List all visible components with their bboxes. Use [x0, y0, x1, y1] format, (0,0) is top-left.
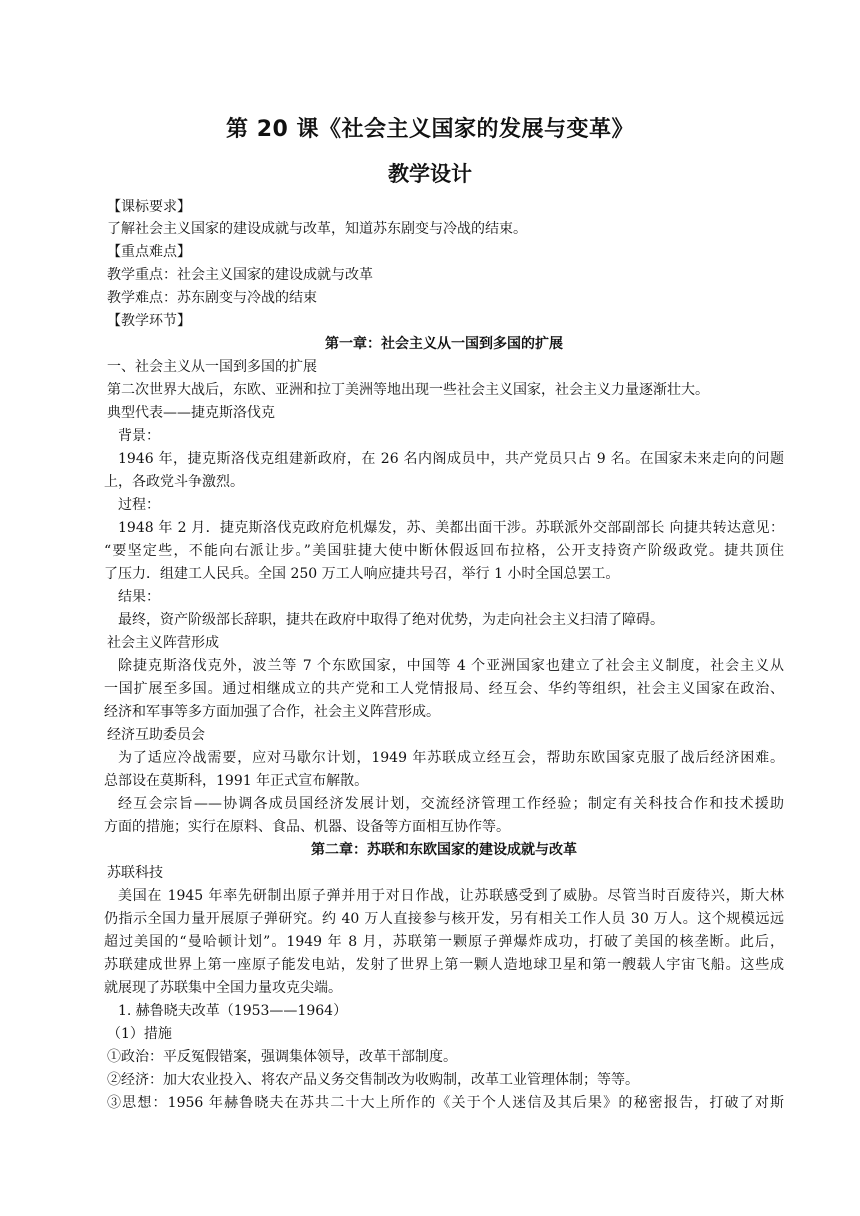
- paragraph-line: ①政治：平反冤假错案，强调集体领导，改革干部制度。: [107, 1049, 457, 1065]
- paragraph-line: 美国在 1945 年率先研制出原子弹并用于对日作战，让苏联感受到了威胁。尽管当时百废待兴，斯大林: [118, 888, 784, 904]
- paragraph-line: “要坚定些，不能向右派让步。”美国驻捷大使中断休假返回布拉格，公开支持资产阶级政党。捷共顶住: [104, 543, 784, 559]
- paragraph-line: 教学难点：苏东剧变与冷战的结束: [107, 290, 317, 306]
- paragraph-line: 为了适应冷战需要，应对马歇尔计划，1949 年苏联成立经互会，帮助东欧国家克服了战后经济困难。: [118, 750, 784, 766]
- paragraph-line: 1. 赫鲁晓夫改革（1953——1964）: [118, 1003, 348, 1019]
- paragraph-line: 经济和军事等多方面加强了合作，社会主义阵营形成。: [104, 704, 440, 720]
- paragraph-line: ③思想：1956 年赫鲁晓夫在苏共二十大上所作的《关于个人迷信及其后果》的秘密报告，打破了对斯: [107, 1095, 784, 1111]
- paragraph-line: 经互会宗旨——协调各成员国经济发展计划，交流经济管理工作经验；制定有关科技合作和技术援助: [118, 796, 784, 812]
- paragraph-line: （1）措施: [107, 1026, 172, 1042]
- paragraph-line: 苏联建成世界上第一座原子能发电站，发射了世界上第一颗人造地球卫星和第一艘载人宇宙飞船。这些成: [104, 957, 784, 973]
- paragraph-line: 1948 年 2 月．捷克斯洛伐克政府危机爆发，苏、美都出面干涉。苏联派外交部副部长 向捷共转达意见：: [118, 520, 784, 536]
- paragraph-line: 一、社会主义从一国到多国的扩展: [107, 359, 317, 375]
- paragraph-line: 过程：: [118, 497, 160, 513]
- section-heading: 【重点难点】: [107, 244, 191, 260]
- document-subtitle: 教学设计: [388, 162, 472, 186]
- chapter-heading: 第一章：社会主义从一国到多国的扩展: [325, 336, 563, 352]
- section-heading: 【教学环节】: [107, 313, 191, 329]
- paragraph-line: 超过美国的“曼哈顿计划”。1949 年 8 月，苏联第一颗原子弹爆炸成功，打破了美国的核垄断。此后，: [104, 934, 784, 950]
- paragraph-line: 社会主义阵营形成: [107, 635, 219, 651]
- paragraph-line: 典型代表——捷克斯洛伐克: [107, 405, 275, 421]
- chapter-heading: 第二章：苏联和东欧国家的建设成就与改革: [311, 842, 577, 858]
- document-title: 第 20 课《社会主义国家的发展与变革》: [226, 117, 634, 142]
- paragraph-line: 仍指示全国力量开展原子弹研究。约 40 万人直接参与核开发，另有相关工作人员 30 万人。这个规模远远: [104, 911, 784, 927]
- paragraph-line: ②经济：加大农业投入、将农产品义务交售制改为收购制，改革工业管理体制；等等。: [107, 1072, 639, 1088]
- paragraph-line: 总部设在莫斯科，1991 年正式宣布解散。: [104, 773, 369, 789]
- paragraph-line: 结果：: [118, 589, 160, 605]
- paragraph-line: 一国扩展至多国。通过相继成立的共产党和工人党情报局、经互会、华约等组织，社会主义国家在政治、: [104, 681, 784, 697]
- paragraph-line: 最终，资产阶级部长辞职，捷共在政府中取得了绝对优势，为走向社会主义扫清了障碍。: [118, 612, 664, 628]
- paragraph-line: 上，各政党斗争激烈。: [104, 474, 244, 490]
- paragraph-line: 了解社会主义国家的建设成就与改革，知道苏东剧变与冷战的结束。: [107, 221, 527, 237]
- paragraph-line: 方面的措施；实行在原料、食品、机器、设备等方面相互协作等。: [104, 819, 510, 835]
- paragraph-line: 就展现了苏联集中全国力量攻克尖端。: [104, 980, 342, 996]
- paragraph-line: 背景：: [118, 428, 160, 444]
- section-heading: 【课标要求】: [107, 199, 191, 215]
- paragraph-line: 1946 年，捷克斯洛伐克组建新政府，在 26 名内阁成员中，共产党员只占 9 名。在国家未来走向的问题: [118, 451, 784, 467]
- paragraph-line: 第二次世界大战后，东欧、亚洲和拉丁美洲等地出现一些社会主义国家，社会主义力量逐渐壮大。: [107, 382, 709, 398]
- paragraph-line: 苏联科技: [107, 865, 163, 881]
- paragraph-line: 除捷克斯洛伐克外，波兰等 7 个东欧国家，中国等 4 个亚洲国家也建立了社会主义制度，社会主义从: [118, 658, 784, 674]
- paragraph-line: 了压力．组建工人民兵。全国 250 万工人响应捷共号召，举行 1 小时全国总罢工。: [104, 566, 620, 582]
- paragraph-line: 经济互助委员会: [107, 727, 205, 743]
- paragraph-line: 教学重点：社会主义国家的建设成就与改革: [107, 267, 373, 283]
